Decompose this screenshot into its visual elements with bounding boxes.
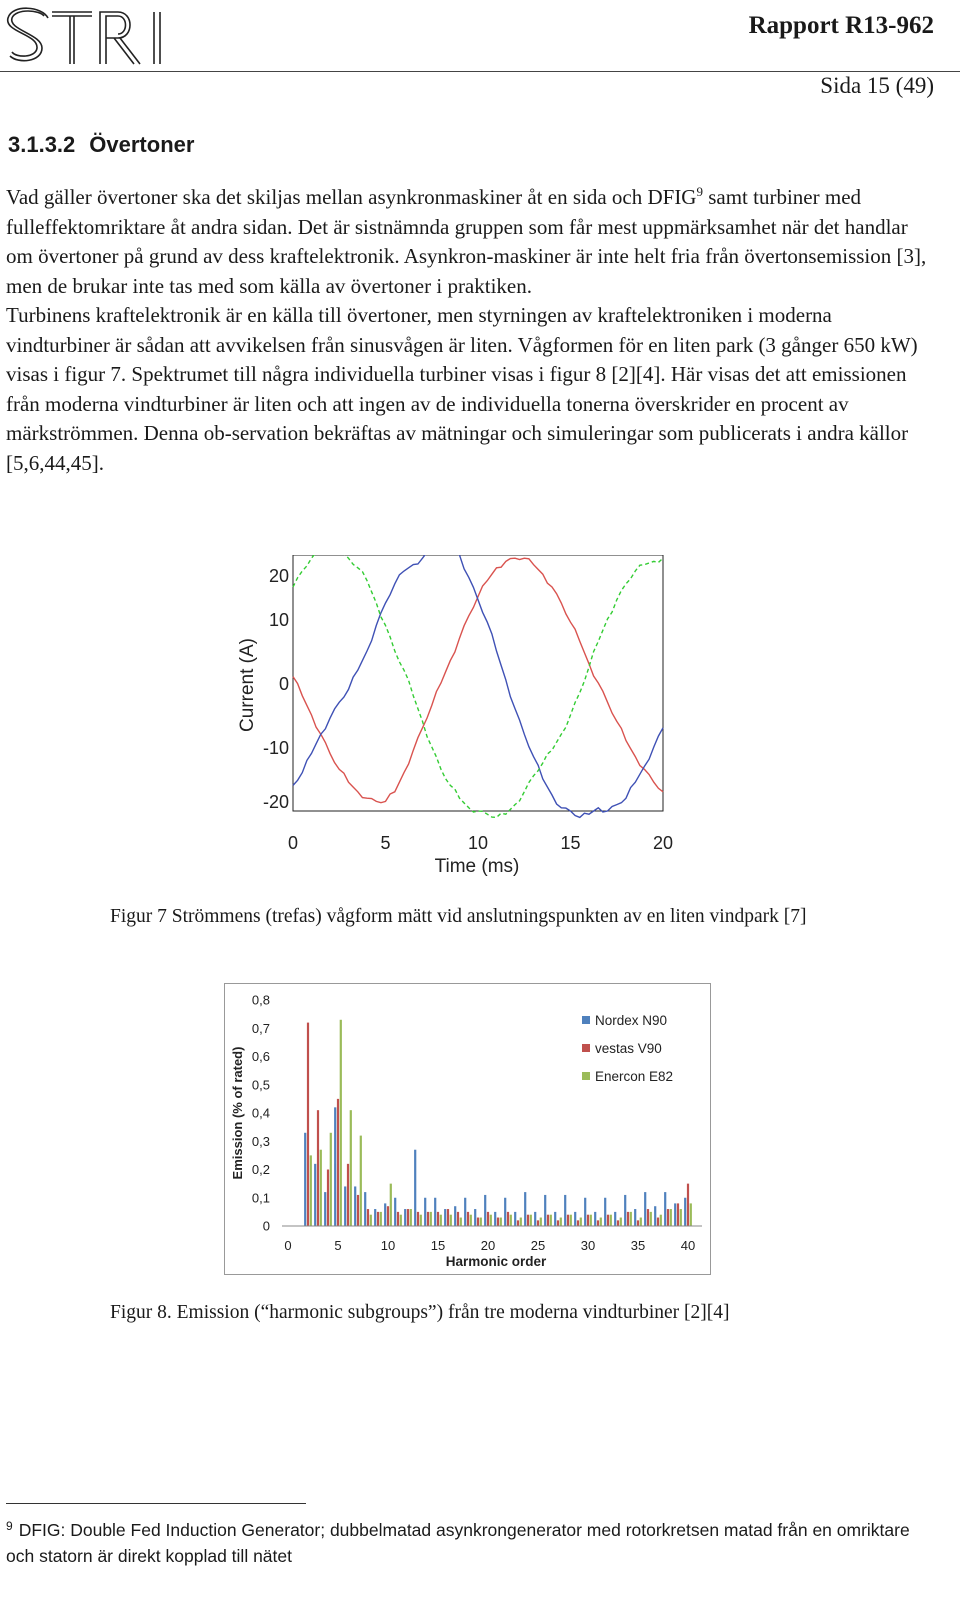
report-title: Rapport R13-962 [748,12,934,39]
bar-vestas-v90-h31 [597,1220,599,1226]
figure-7-waveform-chart [225,555,705,890]
y-tick-label: 0 [262,1218,270,1234]
bar-enercon-e82-h14 [430,1212,432,1226]
legend-swatch [582,1044,590,1052]
footnote-reference[interactable]: 9 [696,184,703,199]
page-number: Sida 15 (49) [820,73,934,98]
bar-nordex-n90-h38 [664,1192,666,1226]
bar-vestas-v90-h28 [567,1215,569,1226]
y-tick-label: 20 [268,566,289,586]
bar-nordex-n90-h23 [514,1212,516,1226]
bar-vestas-v90-h17 [457,1212,459,1226]
bar-vestas-v90-h29 [577,1220,579,1226]
x-tick-label: 40 [680,1238,696,1253]
bar-vestas-v90-h7 [357,1195,359,1226]
footnote-number: 9 [6,1519,13,1533]
bar-nordex-n90-h4 [324,1192,326,1226]
bar-nordex-n90-h31 [594,1212,596,1226]
x-tick-label: 0 [287,833,299,853]
bar-enercon-e82-h33 [620,1218,622,1226]
plot-area [293,555,663,811]
y-tick-label: 0,3 [251,1133,270,1149]
y-tick-label: 0,2 [251,1162,270,1177]
bar-nordex-n90-h5 [334,1107,336,1226]
paragraph-1: Vad gäller övertoner ska det skiljas mellan asynkronmaskiner åt en sida och DFIG$^9$ samt turbiner med fulleffektomriktare åt andra sidan. Det är sistnämnda gruppen som får mest uppmärksamhet när det handlar om övertoner på grund av dess kraftelektronik. Asynkron-maskiner är inte helt fria från övertonsemission [3], men de brukar inte tas med som källa av övertoner i praktiken. [6,184,927,298]
bar-vestas-v90-h20 [487,1212,489,1226]
bar-vestas-v90-h34 [627,1212,629,1226]
bar-enercon-e82-h32 [610,1215,612,1226]
y-tick-label: 0,5 [251,1077,270,1093]
x-tick-label: 15 [430,1238,446,1253]
bar-nordex-n90-h30 [584,1198,586,1226]
bar-nordex-n90-h16 [444,1209,446,1226]
bar-nordex-n90-h24 [524,1192,526,1226]
bar-enercon-e82-h10 [390,1184,392,1226]
legend-label: Nordex N90 [595,1013,668,1028]
bar-vestas-v90-h12 [407,1209,409,1226]
bar-nordex-n90-h12 [404,1209,406,1226]
bar-nordex-n90-h32 [604,1198,606,1226]
bar-nordex-n90-h37 [654,1206,656,1226]
bar-vestas-v90-h10 [387,1206,389,1226]
bar-nordex-n90-h19 [474,1209,476,1226]
bar-vestas-v90-h6 [347,1164,349,1226]
bar-enercon-e82-h25 [540,1218,542,1226]
bar-enercon-e82-h38 [670,1209,672,1226]
bar-vestas-v90-h13 [417,1212,419,1226]
bar-vestas-v90-h27 [557,1220,559,1226]
y-axis-label: Emission (% of rated) [230,1046,245,1180]
bar-vestas-v90-h4 [327,1170,329,1227]
footnote-divider [6,1503,306,1504]
bar-enercon-e82-h9 [380,1212,382,1226]
bar-nordex-n90-h39 [674,1203,676,1226]
y-tick-label: 0,1 [251,1190,270,1206]
bar-nordex-n90-h35 [634,1209,636,1226]
bar-enercon-e82-h23 [520,1218,522,1226]
x-tick-label: 20 [652,833,674,853]
bar-vestas-v90-h32 [607,1215,609,1226]
bar-nordex-n90-h18 [464,1198,466,1226]
y-tick-label: 0,6 [251,1049,270,1064]
bar-nordex-n90-h21 [494,1212,496,1226]
bar-nordex-n90-h27 [554,1212,556,1226]
bar-enercon-e82-h2 [310,1155,312,1226]
x-tick-label: 25 [530,1238,546,1253]
x-tick-label: 10 [467,833,489,853]
section-title: Övertoner [89,132,195,157]
legend [582,1013,673,1084]
bar-nordex-n90-h36 [644,1192,646,1226]
figure-8-caption: Figur 8. Emission (“harmonic subgroups”) från tre moderna vindturbiner [2][4] [110,1302,730,1323]
bar-enercon-e82-h17 [460,1218,462,1226]
bar-nordex-n90-h28 [564,1195,566,1226]
bar-vestas-v90-h39 [677,1203,679,1226]
bar-enercon-e82-h18 [470,1215,472,1226]
bar-vestas-v90-h36 [647,1209,649,1226]
bar-nordex-n90-h13 [414,1150,416,1226]
bar-enercon-e82-h24 [530,1215,532,1226]
bar-nordex-n90-h20 [484,1195,486,1226]
bar-vestas-v90-h35 [637,1220,639,1226]
section-number: 3.1.3.2 [8,132,76,157]
bar-nordex-n90-h17 [454,1206,456,1226]
bar-vestas-v90-h40 [687,1184,689,1226]
y-tick-label: -20 [262,792,289,812]
x-tick-label: 0 [284,1238,292,1253]
bar-enercon-e82-h5 [340,1020,342,1226]
body-text [6,177,932,478]
bar-nordex-n90-h15 [434,1198,436,1226]
y-tick-label: 10 [268,610,289,630]
legend-label: vestas V90 [595,1041,662,1056]
bar-enercon-e82-h30 [590,1215,592,1226]
bar-vestas-v90-h18 [467,1212,469,1226]
bar-vestas-v90-h16 [447,1209,449,1226]
footnote-text: DFIG: Double Fed Induction Generator; dubbelmatad asynkrongenerator med rotorkretsen matad från en omriktare och statorn är direkt kopplad till nätet [6,1520,910,1566]
bar-enercon-e82-h28 [570,1215,572,1226]
bar-vestas-v90-h3 [317,1110,319,1226]
y-axis-label: Current (A) [237,638,258,732]
bar-enercon-e82-h40 [690,1203,692,1226]
paragraph-2: Turbinens kraftelektronik är en källa till övertoner, men styrningen av kraftelektroniken i moderna vindturbiner är sådan att avvikelsen från sinusvågen är liten. Vågformen för en liten park (3 gånger 650 kW) visas i figur 7. Spektrumet till några individuella turbiner visas i figur 8 [2][4]. Här visas det att emissionen från moderna vindturbiner är liten och att ingen av de individuella tonerna överskrider en procent av märkströmmen. Denna ob-servation bekräftas av mätningar och simuleringar som publicerats i andra källor [5,6,44,45]. [6,303,918,475]
bar-nordex-n90-h33 [614,1212,616,1226]
x-tick-label: 5 [334,1238,342,1253]
bar-nordex-n90-h34 [624,1195,626,1226]
bar-vestas-v90-h25 [537,1220,539,1226]
bar-enercon-e82-h3 [320,1150,322,1226]
bar-vestas-v90-h24 [527,1215,529,1226]
x-axis-label: Harmonic order [445,1254,547,1269]
bar-vestas-v90-h5 [337,1099,339,1226]
bar-nordex-n90-h22 [504,1198,506,1226]
legend-swatch [582,1016,590,1024]
y-tick-labels [252,993,270,1234]
bar-enercon-e82-h13 [420,1215,422,1226]
bar-nordex-n90-h26 [544,1195,546,1226]
bar-enercon-e82-h35 [640,1218,642,1226]
bar-enercon-e82-h15 [440,1215,442,1226]
bar-vestas-v90-h33 [617,1220,619,1226]
x-tick-label: 15 [560,833,581,853]
x-tick-label: 20 [480,1238,496,1253]
bar-enercon-e82-h7 [360,1136,362,1226]
bar-vestas-v90-h30 [587,1215,589,1226]
bar-nordex-n90-h3 [314,1164,316,1226]
bar-enercon-e82-h8 [370,1215,372,1226]
legend-label: Enercon E82 [595,1069,674,1084]
bar-vestas-v90-h2 [307,1023,309,1226]
bar-vestas-v90-h22 [507,1212,509,1226]
bar-nordex-n90-h8 [364,1192,366,1226]
stri-logo [6,4,174,70]
bar-enercon-e82-h34 [630,1212,632,1226]
bar-enercon-e82-h21 [500,1218,502,1226]
x-tick-label: 10 [380,1238,396,1253]
bar-enercon-e82-h16 [450,1215,452,1226]
bar-vestas-v90-h9 [377,1212,379,1226]
x-tick-label: 35 [630,1238,646,1253]
y-tick-label: 0 [278,674,289,694]
bar-nordex-n90-h14 [424,1198,426,1226]
bar-vestas-v90-h38 [667,1209,669,1226]
section-heading [8,132,194,158]
bar-enercon-e82-h12 [410,1209,412,1226]
bar-vestas-v90-h19 [477,1218,479,1226]
figure-7-caption: Figur 7 Strömmens (trefas) vågform mätt vid anslutningspunkten av en liten vindpark [7] [110,906,807,927]
footnote [6,1513,936,1569]
bar-nordex-n90-h25 [534,1212,536,1226]
bar-vestas-v90-h15 [437,1212,439,1226]
bar-nordex-n90-h11 [394,1198,396,1226]
bar-vestas-v90-h37 [657,1218,659,1226]
bar-nordex-n90-h6 [344,1186,346,1226]
bar-enercon-e82-h29 [580,1218,582,1226]
y-tick-label: 0,7 [251,1020,270,1036]
y-tick-label: 0,8 [251,992,270,1008]
bar-vestas-v90-h14 [427,1212,429,1226]
x-tick-labels [288,833,673,853]
bar-nordex-n90-h7 [354,1186,356,1226]
bar-vestas-v90-h21 [497,1218,499,1226]
bar-enercon-e82-h39 [680,1209,682,1226]
bar-enercon-e82-h31 [600,1218,602,1226]
bar-nordex-n90-h29 [574,1212,576,1226]
bar-enercon-e82-h11 [400,1215,402,1226]
bar-enercon-e82-h19 [480,1218,482,1226]
y-tick-label: -10 [262,738,289,758]
bar-vestas-v90-h11 [397,1212,399,1226]
bar-vestas-v90-h8 [367,1209,369,1226]
x-axis-label: Time (ms) [434,856,520,877]
bar-nordex-n90-h10 [384,1203,386,1226]
bar-enercon-e82-h37 [660,1215,662,1226]
legend-swatch [582,1072,590,1080]
bar-enercon-e82-h4 [330,1133,332,1226]
bar-nordex-n90-h9 [374,1209,376,1226]
bar-vestas-v90-h26 [547,1215,549,1226]
bar-enercon-e82-h26 [550,1215,552,1226]
bar-enercon-e82-h27 [560,1218,562,1226]
bar-enercon-e82-h20 [490,1215,492,1226]
x-tick-label: 30 [580,1238,596,1253]
figure-8-bar-chart [224,983,712,1278]
y-tick-label: 0,4 [251,1105,270,1121]
bar-enercon-e82-h36 [650,1212,652,1226]
y-tick-labels [263,566,289,812]
bar-nordex-n90-h40 [684,1198,686,1226]
bar-enercon-e82-h6 [350,1110,352,1226]
bar-vestas-v90-h23 [517,1220,519,1226]
x-tick-label: 5 [380,833,391,853]
bar-enercon-e82-h22 [510,1215,512,1226]
header-divider [0,71,960,72]
bar-nordex-n90-h2 [304,1133,306,1226]
